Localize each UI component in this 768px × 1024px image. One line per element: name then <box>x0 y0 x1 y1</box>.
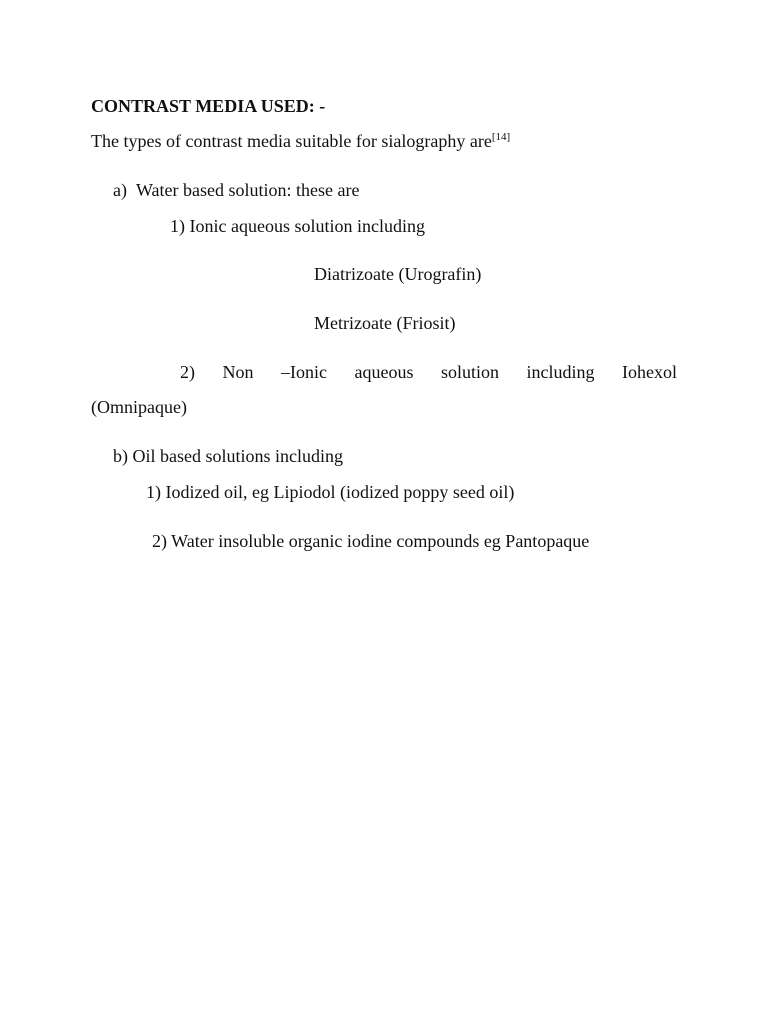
list-item-a <box>113 179 359 201</box>
list-subitem-diatrizoate: Diatrizoate (Urografin) <box>314 264 482 284</box>
list-item-a-label: Water based solution: these are <box>136 180 360 200</box>
list-item-a2-continuation: (Omnipaque) <box>91 397 187 417</box>
list-item-a1: 1) Ionic aqueous solution including <box>170 216 425 236</box>
list-item-a2 <box>91 361 677 383</box>
list-marker-a: a) <box>113 180 127 200</box>
list-item-b1: 1) Iodized oil, eg Lipiodol (iodized poppy seed oil) <box>146 482 515 502</box>
list-item-a2-word: Non <box>222 362 254 382</box>
section-heading: CONTRAST MEDIA USED: - <box>91 96 326 116</box>
intro-paragraph <box>91 130 510 152</box>
list-item-a2-word: Iohexol <box>621 362 677 382</box>
list-item-b2: 2) Water insoluble organic iodine compounds eg Pantopaque <box>152 531 590 551</box>
intro-text: The types of contrast media suitable for sialography are <box>91 131 492 151</box>
list-item-a2-word: 2) <box>180 362 195 382</box>
list-item-a2-word: including <box>526 362 595 382</box>
list-subitem-metrizoate: Metrizoate (Friosit) <box>314 313 456 333</box>
list-item-b: b) Oil based solutions including <box>113 446 343 466</box>
list-item-a2-word: –Ionic <box>281 362 327 382</box>
citation-reference: [14] <box>491 131 511 143</box>
list-item-a2-word: aqueous <box>354 362 414 382</box>
list-item-a2-word: solution <box>440 362 499 382</box>
